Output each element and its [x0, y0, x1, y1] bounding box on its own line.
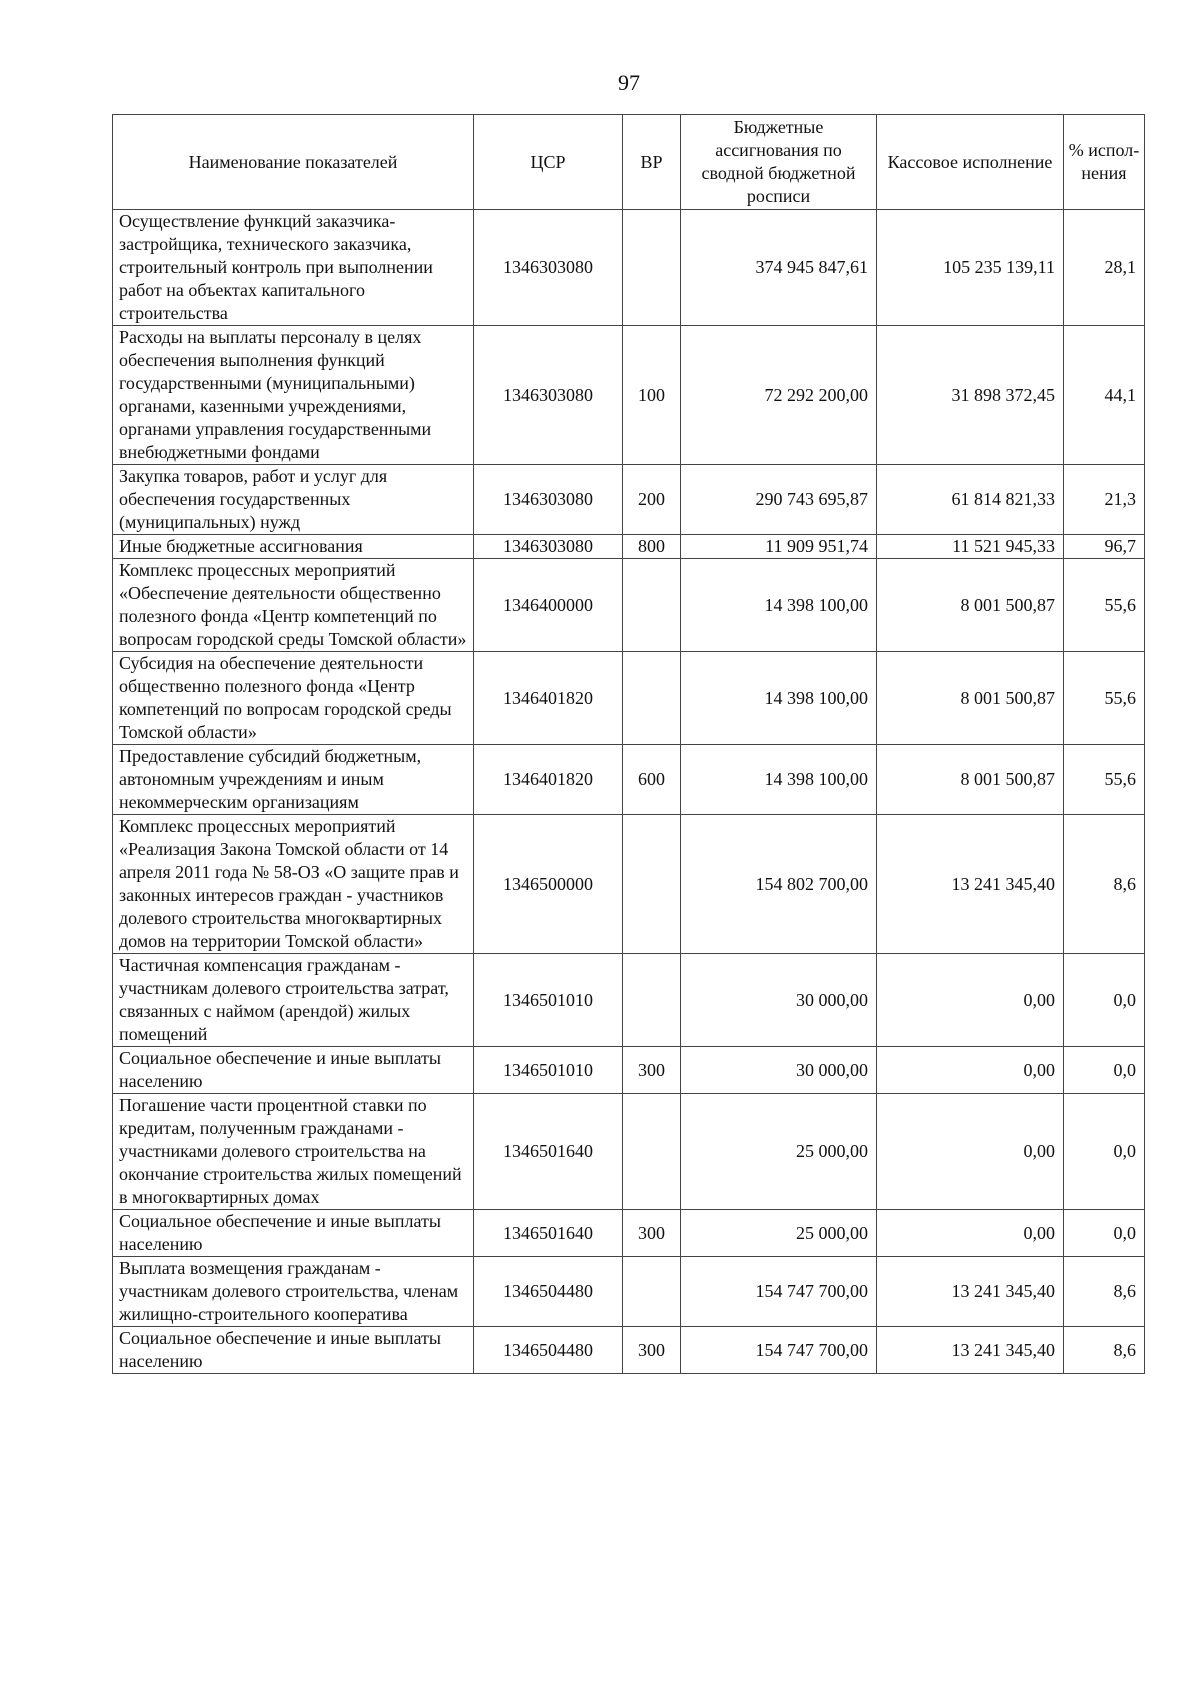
row-budget: 374 945 847,61 — [681, 210, 877, 326]
row-vr: 300 — [623, 1210, 681, 1257]
table-row — [113, 954, 1145, 1047]
row-name: Социальное обеспечение и иные выплаты населению — [113, 1210, 474, 1257]
row-cash: 0,00 — [877, 954, 1064, 1047]
table-row — [113, 1257, 1145, 1327]
row-budget: 14 398 100,00 — [681, 745, 877, 815]
row-percent: 8,6 — [1064, 1327, 1145, 1374]
row-name: Иные бюджетные ассигнования — [113, 535, 474, 559]
row-vr: 300 — [623, 1327, 681, 1374]
row-cash: 13 241 345,40 — [877, 815, 1064, 954]
row-percent: 8,6 — [1064, 815, 1145, 954]
budget-execution-table — [112, 114, 1145, 1374]
row-budget: 30 000,00 — [681, 1047, 877, 1094]
row-csr: 1346401820 — [474, 745, 623, 815]
row-percent: 0,0 — [1064, 1094, 1145, 1210]
row-percent: 96,7 — [1064, 535, 1145, 559]
row-cash: 11 521 945,33 — [877, 535, 1064, 559]
row-name: Выплата возмещения гражданам - участникам долевого строительства, членам жилищно-строительного кооператива — [113, 1257, 474, 1327]
header-percent: % испол-нения — [1064, 115, 1145, 210]
row-name: Погашение части процентной ставки по кредитам, полученным гражданами - участниками долевого строительства на окончание строительства жилых помещений в многоквартирных домах — [113, 1094, 474, 1210]
row-percent: 0,0 — [1064, 1047, 1145, 1094]
page-number: 97 — [618, 70, 640, 95]
row-budget: 11 909 951,74 — [681, 535, 877, 559]
header-name: Наименование показателей — [113, 115, 474, 210]
row-vr: 800 — [623, 535, 681, 559]
row-name: Комплекс процессных мероприятий «Обеспечение деятельности общественно полезного фонда «Центр компетенций по вопросам городской среды Томской области» — [113, 559, 474, 652]
row-name: Закупка товаров, работ и услуг для обеспечения государственных (муниципальных) нужд — [113, 465, 474, 535]
row-csr: 1346504480 — [474, 1257, 623, 1327]
row-csr: 1346500000 — [474, 815, 623, 954]
row-cash: 0,00 — [877, 1047, 1064, 1094]
row-cash: 105 235 139,11 — [877, 210, 1064, 326]
row-csr: 1346303080 — [474, 326, 623, 465]
table-row — [113, 1327, 1145, 1374]
row-csr: 1346400000 — [474, 559, 623, 652]
row-vr — [623, 1257, 681, 1327]
table-row — [113, 1210, 1145, 1257]
table-header-row — [113, 115, 1145, 210]
row-csr: 1346303080 — [474, 465, 623, 535]
row-percent: 21,3 — [1064, 465, 1145, 535]
row-csr: 1346501640 — [474, 1210, 623, 1257]
row-name: Субсидия на обеспечение деятельности общественно полезного фонда «Центр компетенций по вопросам городской среды Томской области» — [113, 652, 474, 745]
header-cash: Кассовое исполнение — [877, 115, 1064, 210]
table-row — [113, 326, 1145, 465]
row-cash: 31 898 372,45 — [877, 326, 1064, 465]
row-vr: 200 — [623, 465, 681, 535]
row-cash: 8 001 500,87 — [877, 559, 1064, 652]
row-percent: 8,6 — [1064, 1257, 1145, 1327]
row-budget: 25 000,00 — [681, 1094, 877, 1210]
table-row — [113, 815, 1145, 954]
row-vr — [623, 210, 681, 326]
row-budget: 25 000,00 — [681, 1210, 877, 1257]
row-percent: 55,6 — [1064, 745, 1145, 815]
row-csr: 1346504480 — [474, 1327, 623, 1374]
row-cash: 61 814 821,33 — [877, 465, 1064, 535]
table-row — [113, 1094, 1145, 1210]
row-budget: 154 802 700,00 — [681, 815, 877, 954]
table-row — [113, 652, 1145, 745]
row-budget: 14 398 100,00 — [681, 652, 877, 745]
row-vr — [623, 559, 681, 652]
row-percent: 44,1 — [1064, 326, 1145, 465]
row-budget: 154 747 700,00 — [681, 1257, 877, 1327]
row-cash: 0,00 — [877, 1210, 1064, 1257]
row-csr: 1346501010 — [474, 954, 623, 1047]
row-name: Осуществление функций заказчика-застройщика, технического заказчика, строительный контроль при выполнении работ на объектах капитального строительства — [113, 210, 474, 326]
header-budget: Бюджетные ассигнования по сводной бюджетной росписи — [681, 115, 877, 210]
row-vr — [623, 815, 681, 954]
row-name: Социальное обеспечение и иные выплаты населению — [113, 1327, 474, 1374]
row-percent: 55,6 — [1064, 559, 1145, 652]
row-budget: 72 292 200,00 — [681, 326, 877, 465]
row-csr: 1346303080 — [474, 210, 623, 326]
table-row — [113, 535, 1145, 559]
table-row — [113, 1047, 1145, 1094]
row-percent: 55,6 — [1064, 652, 1145, 745]
row-csr: 1346501010 — [474, 1047, 623, 1094]
row-name: Комплекс процессных мероприятий «Реализация Закона Томской области от 14 апреля 2011 года № 58-ОЗ «О защите прав и законных интересов граждан - участников долевого строительства многоквартирных домов на территории Томской области» — [113, 815, 474, 954]
row-budget: 14 398 100,00 — [681, 559, 877, 652]
row-name: Расходы на выплаты персоналу в целях обеспечения выполнения функций государственными (муниципальными) органами, казенными учреждениями, органами управления государственными внебюджетными фондами — [113, 326, 474, 465]
row-cash: 13 241 345,40 — [877, 1257, 1064, 1327]
row-vr — [623, 652, 681, 745]
row-cash: 13 241 345,40 — [877, 1327, 1064, 1374]
row-budget: 30 000,00 — [681, 954, 877, 1047]
row-vr: 300 — [623, 1047, 681, 1094]
row-name: Социальное обеспечение и иные выплаты населению — [113, 1047, 474, 1094]
row-csr: 1346303080 — [474, 535, 623, 559]
row-name: Частичная компенсация гражданам - участникам долевого строительства затрат, связанных с наймом (арендой) жилых помещений — [113, 954, 474, 1047]
row-cash: 0,00 — [877, 1094, 1064, 1210]
row-name: Предоставление субсидий бюджетным, автономным учреждениям и иным некоммерческим организациям — [113, 745, 474, 815]
row-vr: 100 — [623, 326, 681, 465]
table-row — [113, 465, 1145, 535]
row-csr: 1346501640 — [474, 1094, 623, 1210]
row-vr — [623, 1094, 681, 1210]
table-row — [113, 559, 1145, 652]
table-row — [113, 745, 1145, 815]
row-vr — [623, 954, 681, 1047]
row-csr: 1346401820 — [474, 652, 623, 745]
row-percent: 28,1 — [1064, 210, 1145, 326]
row-vr: 600 — [623, 745, 681, 815]
row-percent: 0,0 — [1064, 1210, 1145, 1257]
row-cash: 8 001 500,87 — [877, 652, 1064, 745]
header-vr: ВР — [623, 115, 681, 210]
row-percent: 0,0 — [1064, 954, 1145, 1047]
row-budget: 290 743 695,87 — [681, 465, 877, 535]
table-row — [113, 210, 1145, 326]
row-cash: 8 001 500,87 — [877, 745, 1064, 815]
row-budget: 154 747 700,00 — [681, 1327, 877, 1374]
header-csr: ЦСР — [474, 115, 623, 210]
